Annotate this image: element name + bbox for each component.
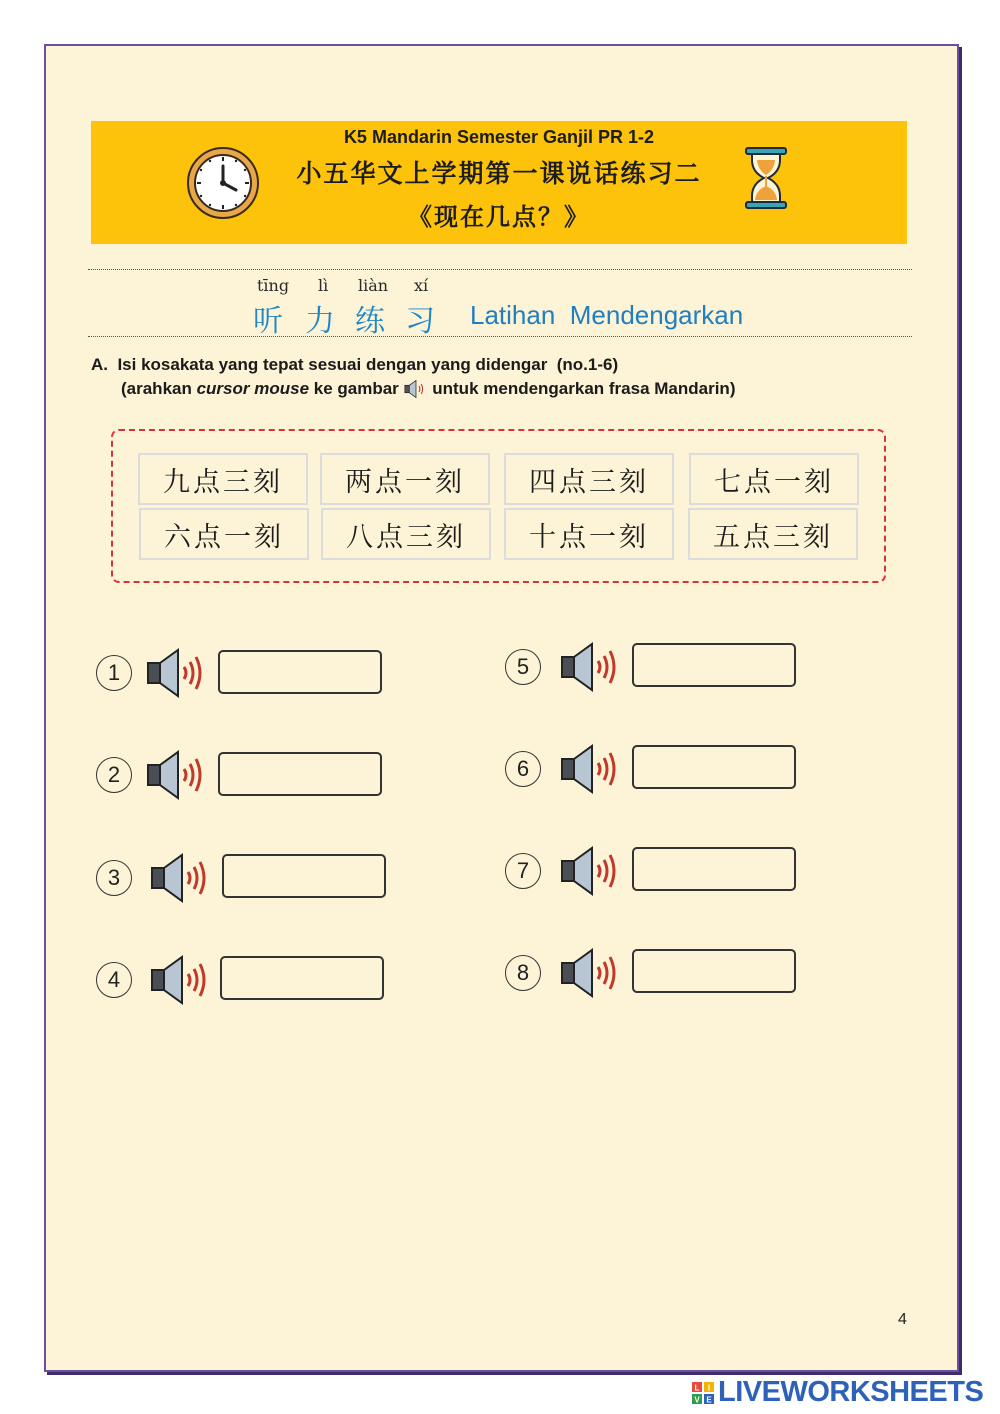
- answer-input[interactable]: [218, 650, 382, 694]
- answer-input[interactable]: [632, 847, 796, 891]
- liveworksheets-logo[interactable]: [692, 1376, 983, 1409]
- instruction-line-1: A. Isi kosakata yang tepat sesuai dengan yang didengar (no.1-6): [91, 355, 619, 374]
- instruction-italic: cursor mouse: [196, 379, 310, 398]
- speaker-icon[interactable]: [150, 851, 214, 905]
- pinyin-3: liàn: [358, 276, 389, 295]
- question-number: 7: [505, 853, 541, 889]
- word-card[interactable]: 九点三刻: [138, 453, 308, 505]
- word-card[interactable]: 五点三刻: [688, 508, 858, 560]
- title-chinese: 小五华文上学期第一课说话练习二: [296, 159, 702, 188]
- hourglass-icon: [744, 146, 788, 210]
- question-number: 2: [96, 757, 132, 793]
- heading-char-2: 力: [305, 304, 335, 339]
- instruction-mid: ke gambar: [309, 379, 404, 398]
- speaker-icon[interactable]: [560, 946, 624, 1000]
- answer-input[interactable]: [632, 949, 796, 993]
- page-number: 4: [898, 1311, 907, 1328]
- speaker-icon[interactable]: [150, 953, 214, 1007]
- instruction-line-2: [121, 379, 735, 399]
- word-card[interactable]: 六点一刻: [139, 508, 309, 560]
- logo-letter: I: [707, 1383, 711, 1392]
- question-number: 1: [96, 655, 132, 691]
- instruction-pre: (arahkan: [121, 379, 197, 398]
- divider-bottom: [88, 336, 912, 337]
- subtitle-chinese: 《现在几点？》: [408, 202, 590, 231]
- question-number: 5: [505, 649, 541, 685]
- question-number: 8: [505, 955, 541, 991]
- logo-letter: L: [694, 1383, 700, 1392]
- answer-input[interactable]: [222, 854, 386, 898]
- question-number: 6: [505, 751, 541, 787]
- word-card[interactable]: 两点一刻: [320, 453, 490, 505]
- heading-char-3: 练: [355, 304, 385, 339]
- word-card[interactable]: 八点三刻: [321, 508, 491, 560]
- word-card[interactable]: 十点一刻: [504, 508, 674, 560]
- heading-char-1: 听: [253, 304, 283, 339]
- instruction-post: untuk mendengarkan frasa Mandarin): [427, 379, 736, 398]
- answer-input[interactable]: [632, 745, 796, 789]
- speaker-icon[interactable]: [560, 640, 624, 694]
- pinyin-1: tīng: [257, 276, 290, 295]
- logo-letter: E: [706, 1395, 712, 1404]
- answer-input[interactable]: [220, 956, 384, 1000]
- speaker-icon[interactable]: [146, 646, 210, 700]
- brand-name: LIVEWORKSHEETS: [718, 1376, 984, 1408]
- pinyin-4: xí: [414, 276, 429, 295]
- word-card[interactable]: 七点一刻: [689, 453, 859, 505]
- question-number: 4: [96, 962, 132, 998]
- question-number: 3: [96, 860, 132, 896]
- logo-letter: V: [694, 1395, 700, 1404]
- title-english: K5 Mandarin Semester Ganjil PR 1-2: [343, 127, 655, 147]
- pinyin-2: lì: [318, 276, 329, 295]
- divider-top: [88, 269, 912, 270]
- answer-input[interactable]: [632, 643, 796, 687]
- speaker-icon: [404, 379, 428, 399]
- heading-char-4: 习: [405, 304, 435, 339]
- answer-input[interactable]: [218, 752, 382, 796]
- clock-icon: [186, 146, 260, 220]
- heading-malay: Latihan Mendengarkan: [470, 300, 744, 330]
- speaker-icon[interactable]: [146, 748, 210, 802]
- speaker-icon[interactable]: [560, 844, 624, 898]
- speaker-icon[interactable]: [560, 742, 624, 796]
- word-card[interactable]: 四点三刻: [504, 453, 674, 505]
- liveworksheets-logo-icon: [692, 1382, 714, 1404]
